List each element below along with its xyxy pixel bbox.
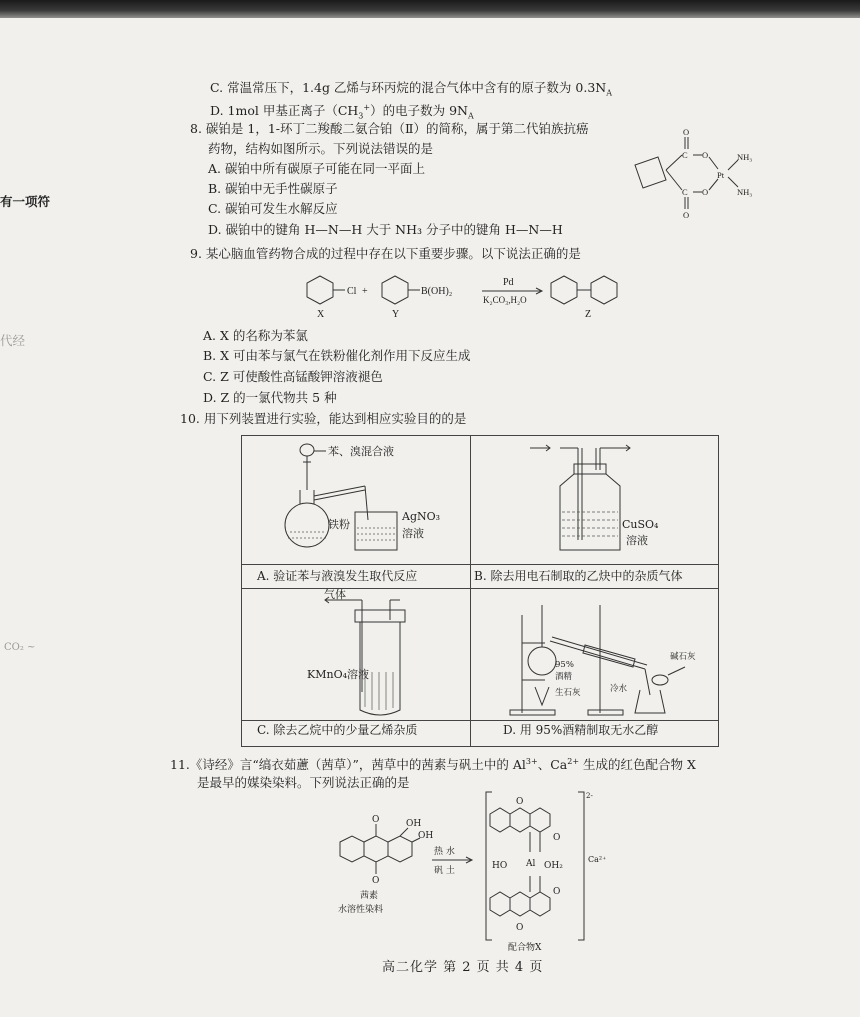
struct-o-upper: O (702, 150, 709, 160)
scheme-plus: + (362, 286, 368, 297)
margin-note-3: CO₂ ~ (4, 642, 36, 653)
caption-b: B. 除去用电石制取的乙炔中的杂质气体 (474, 569, 683, 583)
margin-note-1: 有一项符 (0, 194, 51, 209)
label-gas: 气体 (324, 588, 346, 601)
struct-o-lower: O (702, 187, 709, 197)
carboplatin-structure (630, 125, 780, 225)
complex-ho: HO (492, 861, 508, 871)
caption-c: C. 除去乙烷中的少量乙烯杂质 (257, 723, 418, 737)
label-95pct: 95% (555, 660, 574, 670)
label-agno3-solution: 溶液 (402, 527, 424, 540)
q11-stem-line2: 是最早的媒染染料。下列说法正确的是 (197, 775, 410, 790)
complex-calcium: Ca²⁺ (588, 855, 607, 864)
arrow-alum: 矾 土 (434, 866, 455, 876)
q9-option-a: A. X 的名称为苯氯 (203, 328, 308, 343)
q9-reaction-scheme (300, 266, 650, 320)
label-benzene-bromine: 苯、溴混合液 (328, 445, 394, 458)
label-kmno4-solution: KMnO₄溶液 (307, 668, 369, 681)
label-cold-water: 冷水 (610, 684, 628, 694)
scheme-y: Y (392, 309, 400, 320)
q9-option-c: C. Z 可使酸性高锰酸钾溶液褪色 (203, 369, 383, 384)
label-iron-powder: 铁粉 (328, 518, 350, 531)
q7-option-d: D. 1mol 甲基正离子$(CH_3^+)$的电子数为 $9N_A$ (210, 103, 474, 121)
label-soda-lime: 碱石灰 (670, 652, 696, 662)
q7-option-c: C. 常温常压下，1.4g 乙烯与环丙烷的混合气体中含有的原子数为 $0.3N_A$ (210, 80, 612, 98)
q8-option-b: B. 碳铂中无手性碳原子 (208, 181, 338, 196)
apparatus-c (300, 588, 450, 720)
alizarin-o-bottom: O (372, 876, 380, 886)
label-agno3: AgNO₃ (402, 510, 441, 523)
alizarin-name: 茜素 (360, 891, 379, 901)
caption-d: D. 用 95%酒精制取无水乙醇 (503, 723, 659, 737)
q8-stem-line2: 药物，结构如图所示。下列说法错误的是 (208, 141, 434, 156)
label-cuso4: CuSO₄ (622, 518, 659, 531)
q10-stem: 10. 用下列装置进行实验，能达到相应实验目的的是 (180, 411, 467, 426)
q11-stem-line1: 11.《诗经》言“缟衣茹藘（茜草）”，茜草中的茜素与矾土中的 $Al^{3+}$、$Ca^{2+}$ 生成的红色配合物 X (170, 757, 696, 773)
complex-al: Al (526, 859, 536, 869)
complex-oh2: OH₂ (544, 861, 563, 871)
scheme-x: X (317, 309, 325, 320)
struct-nh3-bottom: NH₃ (737, 187, 753, 197)
q8-stem-line1: 8. 碳铂是 1，1-环丁二羧酸二氨合铂（Ⅱ）的简称，属于第二代铂族抗癌 (190, 121, 589, 136)
arrow-hot-water: 热 水 (434, 847, 455, 857)
apparatus-b (530, 440, 710, 565)
q8-option-c: C. 碳铂可发生水解反应 (208, 201, 338, 216)
struct-o-bottom: O (683, 210, 690, 220)
complex-charge: 2- (586, 792, 593, 800)
scheme-catalyst: Pd (503, 277, 514, 288)
label-alcohol: 酒精 (555, 672, 573, 682)
margin-note-2: 代经 (0, 333, 26, 348)
q9-option-d: D. Z 的一氯代物共 5 种 (203, 390, 337, 405)
complex-name: 配合物X (508, 943, 542, 953)
alizarin-oh-1: OH (406, 819, 422, 829)
label-cuso4-solution: 溶液 (626, 534, 648, 547)
label-quicklime: 生石灰 (555, 688, 581, 698)
q11-alizarin-complex-scheme (320, 790, 620, 952)
apparatus-a (250, 440, 465, 565)
q9-option-b: B. X 可由苯与氯气在铁粉催化剂作用下反应生成 (203, 348, 471, 363)
scheme-boh2: B(OH)₂ (421, 286, 453, 297)
q8-option-d: D. 碳铂中的键角 H—N—H 大于 NH₃ 分子中的键角 H—N—H (208, 222, 563, 237)
alizarin-desc: 水溶性染料 (338, 905, 384, 915)
alizarin-oh-2: OH (418, 831, 434, 841)
complex-o-top: O (516, 797, 524, 807)
caption-a: A. 验证苯与液溴发生取代反应 (257, 569, 418, 583)
q8-option-a: A. 碳铂中所有碳原子可能在同一平面上 (208, 161, 425, 176)
struct-c-bottom: C (682, 187, 688, 197)
complex-o-bottom: O (516, 923, 524, 933)
scheme-z: Z (585, 309, 592, 320)
apparatus-d (500, 595, 710, 720)
struct-o-top: O (683, 127, 690, 137)
struct-pt: Pt (717, 170, 725, 180)
complex-o-right-bottom: O (553, 887, 561, 897)
scheme-cl: Cl (347, 286, 357, 297)
q9-stem: 9. 某心脑血管药物合成的过程中存在以下重要步骤。以下说法正确的是 (190, 246, 581, 261)
page-footer: 高二化学 第 2 页 共 4 页 (382, 960, 544, 975)
complex-o-right-top: O (553, 833, 561, 843)
struct-c-top: C (682, 150, 688, 160)
alizarin-o-top: O (372, 815, 380, 825)
scheme-conditions: K₂CO₃,H₂O (483, 295, 527, 305)
struct-nh3-top: NH₃ (737, 152, 753, 162)
